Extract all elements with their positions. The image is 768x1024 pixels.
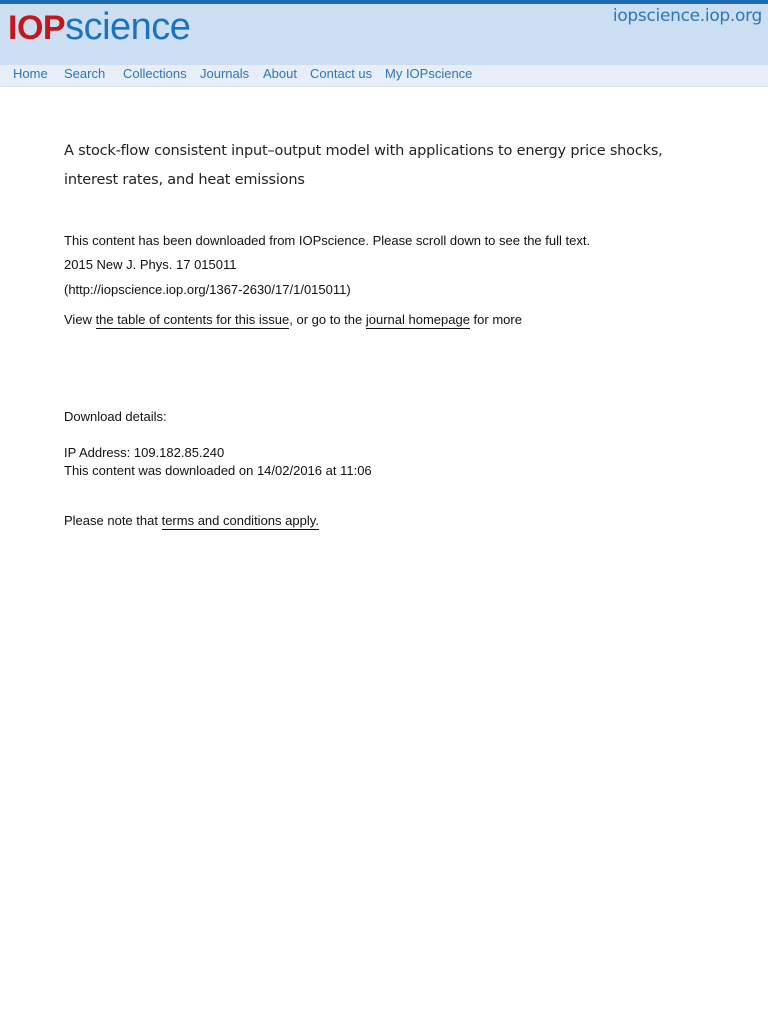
download-details-heading: Download details: (64, 409, 167, 424)
article-title: A stock-flow consistent input–output model with applications to energy price shocks, interest rates, and heat emissions (64, 143, 663, 188)
download-date: This content was downloaded on 14/02/2016 at 11:06 (64, 463, 372, 478)
view-middle: , or go to the (289, 312, 366, 327)
main-navigation (0, 65, 768, 87)
terms-note (64, 513, 319, 528)
iopscience-logo[interactable] (8, 6, 190, 46)
nav-search[interactable]: Search (64, 66, 106, 81)
table-of-contents-link[interactable]: the table of contents for this issue (95, 312, 290, 327)
view-suffix: for more (469, 312, 522, 327)
site-header (0, 4, 768, 65)
nav-my-iopscience[interactable]: My IOPscience (385, 66, 473, 81)
nav-about[interactable]: About (263, 66, 297, 81)
nav-collections[interactable]: Collections (123, 66, 187, 81)
journal-homepage-link[interactable]: journal homepage (365, 312, 470, 327)
nav-contact-us[interactable]: Contact us (310, 66, 373, 81)
view-links-line (64, 312, 522, 327)
terms-prefix: Please note that (64, 513, 162, 528)
download-notice: This content has been downloaded from IOPscience. Please scroll down to see the full text. (64, 233, 591, 248)
nav-journals[interactable]: Journals (200, 66, 250, 81)
nav-home[interactable]: Home (13, 66, 48, 81)
logo-science-text: science (65, 6, 191, 48)
view-prefix: View (64, 312, 96, 327)
site-url-link[interactable]: iopscience.iop.org (612, 6, 762, 26)
ip-address: IP Address: 109.182.85.240 (64, 445, 225, 460)
article-url: (http://iopscience.iop.org/1367-2630/17/1/015011) (64, 282, 351, 297)
logo-iop-text: IOP (8, 9, 66, 47)
terms-and-conditions-link[interactable]: terms and conditions apply. (161, 513, 319, 528)
citation: 2015 New J. Phys. 17 015011 (64, 257, 237, 272)
